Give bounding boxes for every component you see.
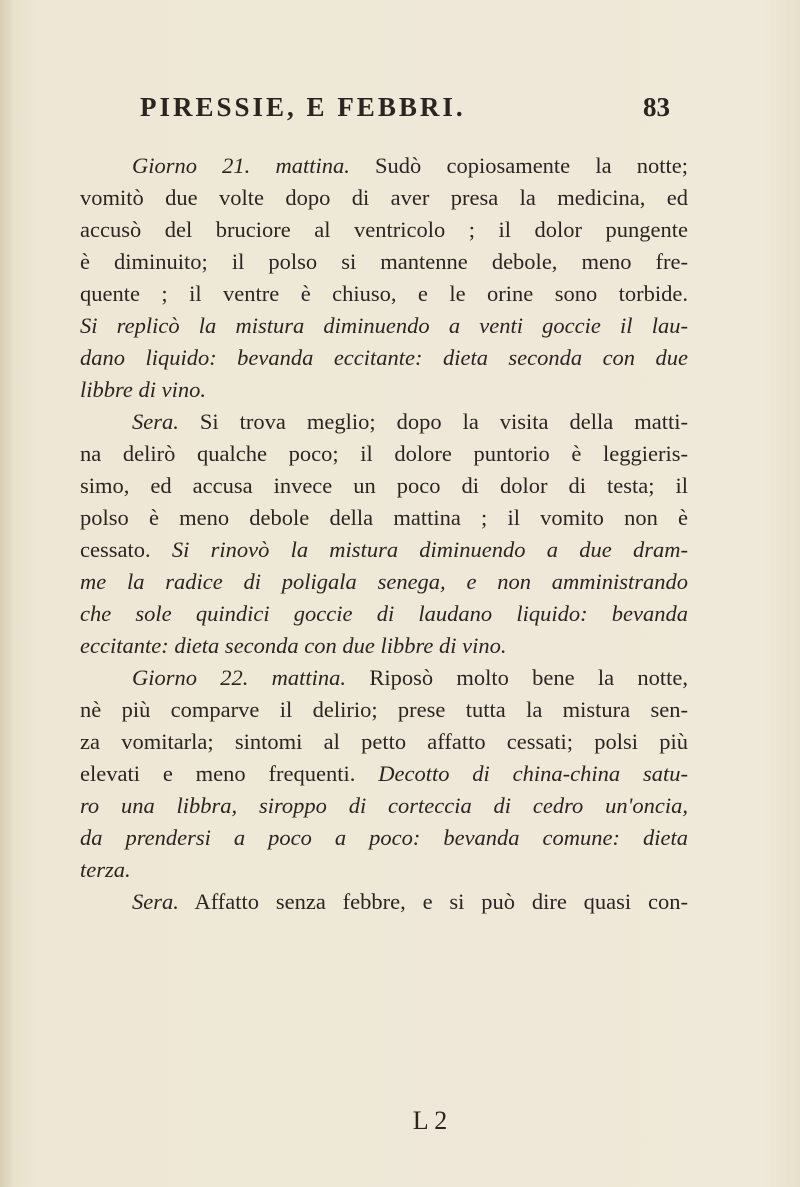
text-line <box>80 566 688 598</box>
prescription-text: me la radice di poligala senega, e non amministrando <box>80 569 688 594</box>
roman-text: Si trova meglio; dopo la visita della matti- <box>178 409 688 434</box>
text-line <box>80 598 688 630</box>
roman-text: cessato. <box>80 537 151 562</box>
prescription-text: dano liquido: bevanda eccitante: dieta seconda con due <box>80 345 688 370</box>
text-line <box>80 278 688 310</box>
prescription-text: libbre di vino. <box>80 377 207 402</box>
text-line <box>80 630 688 662</box>
page-number: 83 <box>643 92 670 122</box>
roman-text: simo, ed accusa invece un poco di dolor di testa; il <box>80 473 688 498</box>
prescription-text: Si replicò la mistura diminuendo a venti goccie il lau- <box>80 313 688 338</box>
text-line <box>80 822 688 854</box>
text-line <box>80 374 688 406</box>
text-line <box>80 470 688 502</box>
roman-text: quente ; il ventre è chiuso, e le orine sono torbide. <box>80 281 688 306</box>
entry-label: Giorno 21. mattina. <box>132 153 350 178</box>
text-line <box>80 534 688 566</box>
text-line <box>80 662 688 694</box>
page-header <box>140 92 670 126</box>
roman-text: accusò del bruciore al ventricolo ; il dolor pungente <box>80 217 688 242</box>
roman-text: polso è meno debole della mattina ; il vomito non è <box>80 505 688 530</box>
text-line <box>80 694 688 726</box>
text-line <box>80 886 688 918</box>
roman-text: vomitò due volte dopo di aver presa la medicina, ed <box>80 185 688 210</box>
text-line <box>80 854 688 886</box>
text-line <box>80 214 688 246</box>
roman-text: Sudò copiosamente la notte; <box>349 153 688 178</box>
entry-label: Sera. <box>132 409 179 434</box>
text-line <box>80 790 688 822</box>
text-line <box>80 246 688 278</box>
roman-text: elevati e meno frequenti. <box>80 761 356 786</box>
roman-text: na delirò qualche poco; il dolore puntorio è leggieris- <box>80 441 688 466</box>
entry-label: Giorno 22. mattina. <box>132 665 347 690</box>
prescription-text: ro una libbra, siroppo di corteccia di cedro un'oncia, <box>80 793 688 818</box>
body-text <box>80 150 688 918</box>
text-line <box>80 310 688 342</box>
prescription-text: da prendersi a poco a poco: bevanda comune: dieta <box>80 825 688 850</box>
prescription-text: Decotto di china-china satu- <box>355 761 688 786</box>
roman-text: Riposò molto bene la notte, <box>346 665 689 690</box>
text-line <box>80 758 688 790</box>
prescription-text: terza. <box>80 857 131 882</box>
prescription-text: che sole quindici goccie di laudano liquido: bevanda <box>80 601 688 626</box>
text-line <box>80 726 688 758</box>
text-line <box>80 502 688 534</box>
running-head: PIRESSIE, E FEBBRI. <box>140 92 466 122</box>
roman-text: nè più comparve il delirio; prese tutta la mistura sen- <box>80 697 688 722</box>
prescription-text: Si rinovò la mistura diminuendo a due dram- <box>150 537 688 562</box>
page-spine-shadow <box>0 0 14 1187</box>
roman-text: è diminuito; il polso si mantenne debole, meno fre- <box>80 249 688 274</box>
roman-text: za vomitarla; sintomi al petto affatto cessati; polsi più <box>80 729 688 754</box>
text-line <box>80 342 688 374</box>
printer-signature: L 2 <box>412 1106 448 1135</box>
entry-label: Sera. <box>132 889 179 914</box>
prescription-text: eccitante: dieta seconda con due libbre di vino. <box>80 633 507 658</box>
text-line <box>80 150 688 182</box>
roman-text: Affatto senza febbre, e si può dire quasi con- <box>178 889 688 914</box>
text-line <box>80 406 688 438</box>
text-line <box>80 182 688 214</box>
text-line <box>80 438 688 470</box>
